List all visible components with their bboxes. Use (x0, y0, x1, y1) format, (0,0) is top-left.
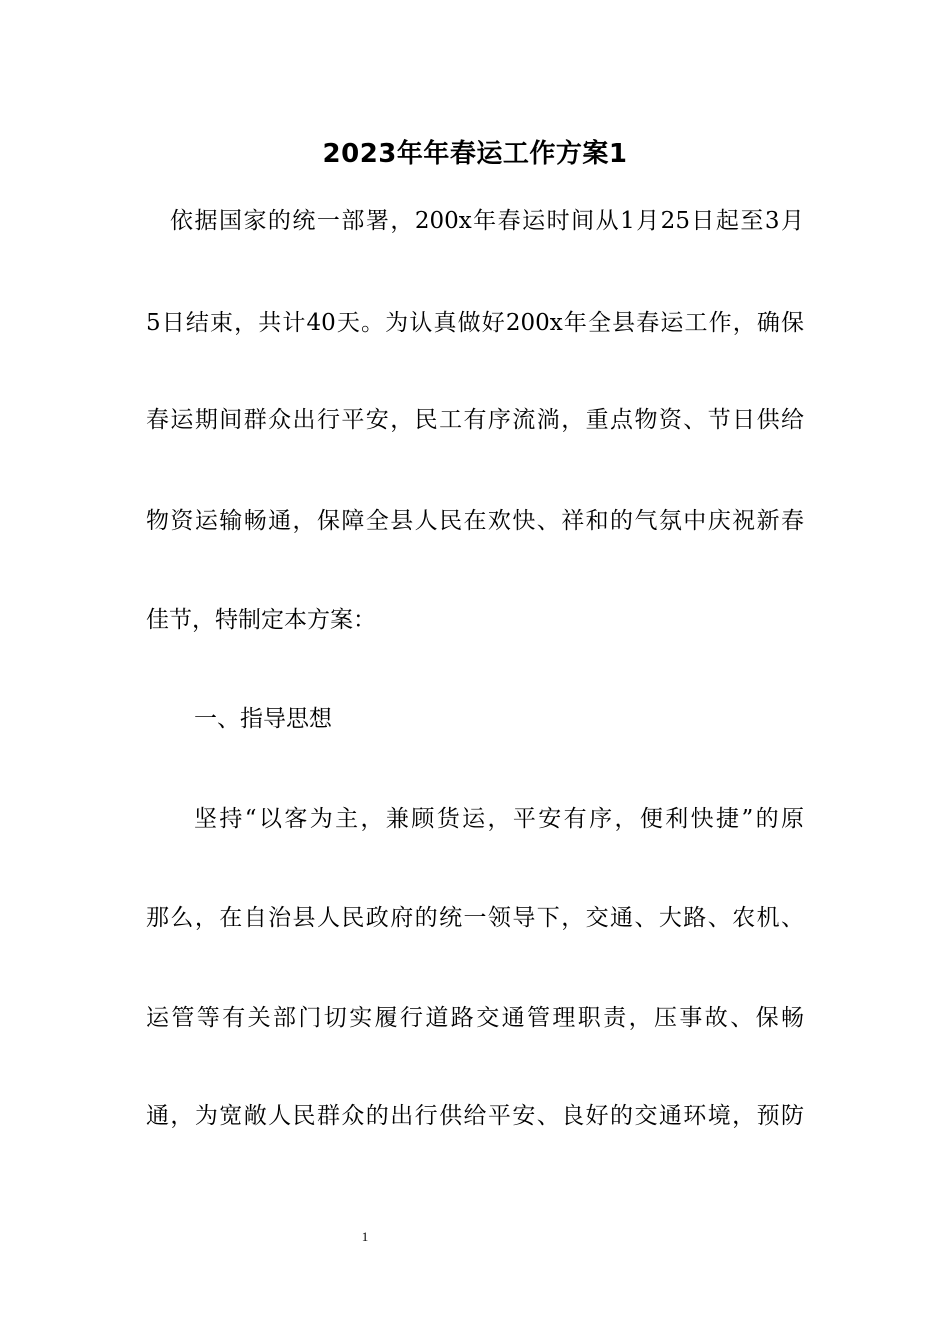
paragraph-line: 那么，在自治县人民政府的统一领导下，交通、大路、农机、 (146, 905, 804, 931)
page-number: 1 (361, 1229, 369, 1244)
paragraph-line: 5日结束，共计40天。为认真做好200x年全县春运工作，确保 (146, 310, 804, 336)
paragraph-line: 运管等有关部门切实履行道路交通管理职责，压事故、保畅 (146, 1005, 804, 1031)
page-title: 2023年年春运工作方案1 (322, 139, 628, 169)
paragraph-line: 通，为宽敞人民群众的出行供给平安、良好的交通环境，预防 (146, 1103, 804, 1129)
section-heading: 一、指导思想 (194, 706, 332, 732)
paragraph-line: 春运期间群众出行平安，民工有序流淌，重点物资、节日供给 (146, 407, 804, 433)
paragraph-line: 坚持“以客为主，兼顾货运，平安有序，便利快捷”的原 (194, 806, 804, 832)
paragraph-line: 依据国家的统一部署，200x年春运时间从1月25日起至3月 (170, 208, 804, 234)
paragraph-line: 佳节，特制定本方案： (146, 607, 376, 633)
paragraph-line: 物资运输畅通，保障全县人民在欢快、祥和的气氛中庆祝新春 (146, 508, 804, 534)
